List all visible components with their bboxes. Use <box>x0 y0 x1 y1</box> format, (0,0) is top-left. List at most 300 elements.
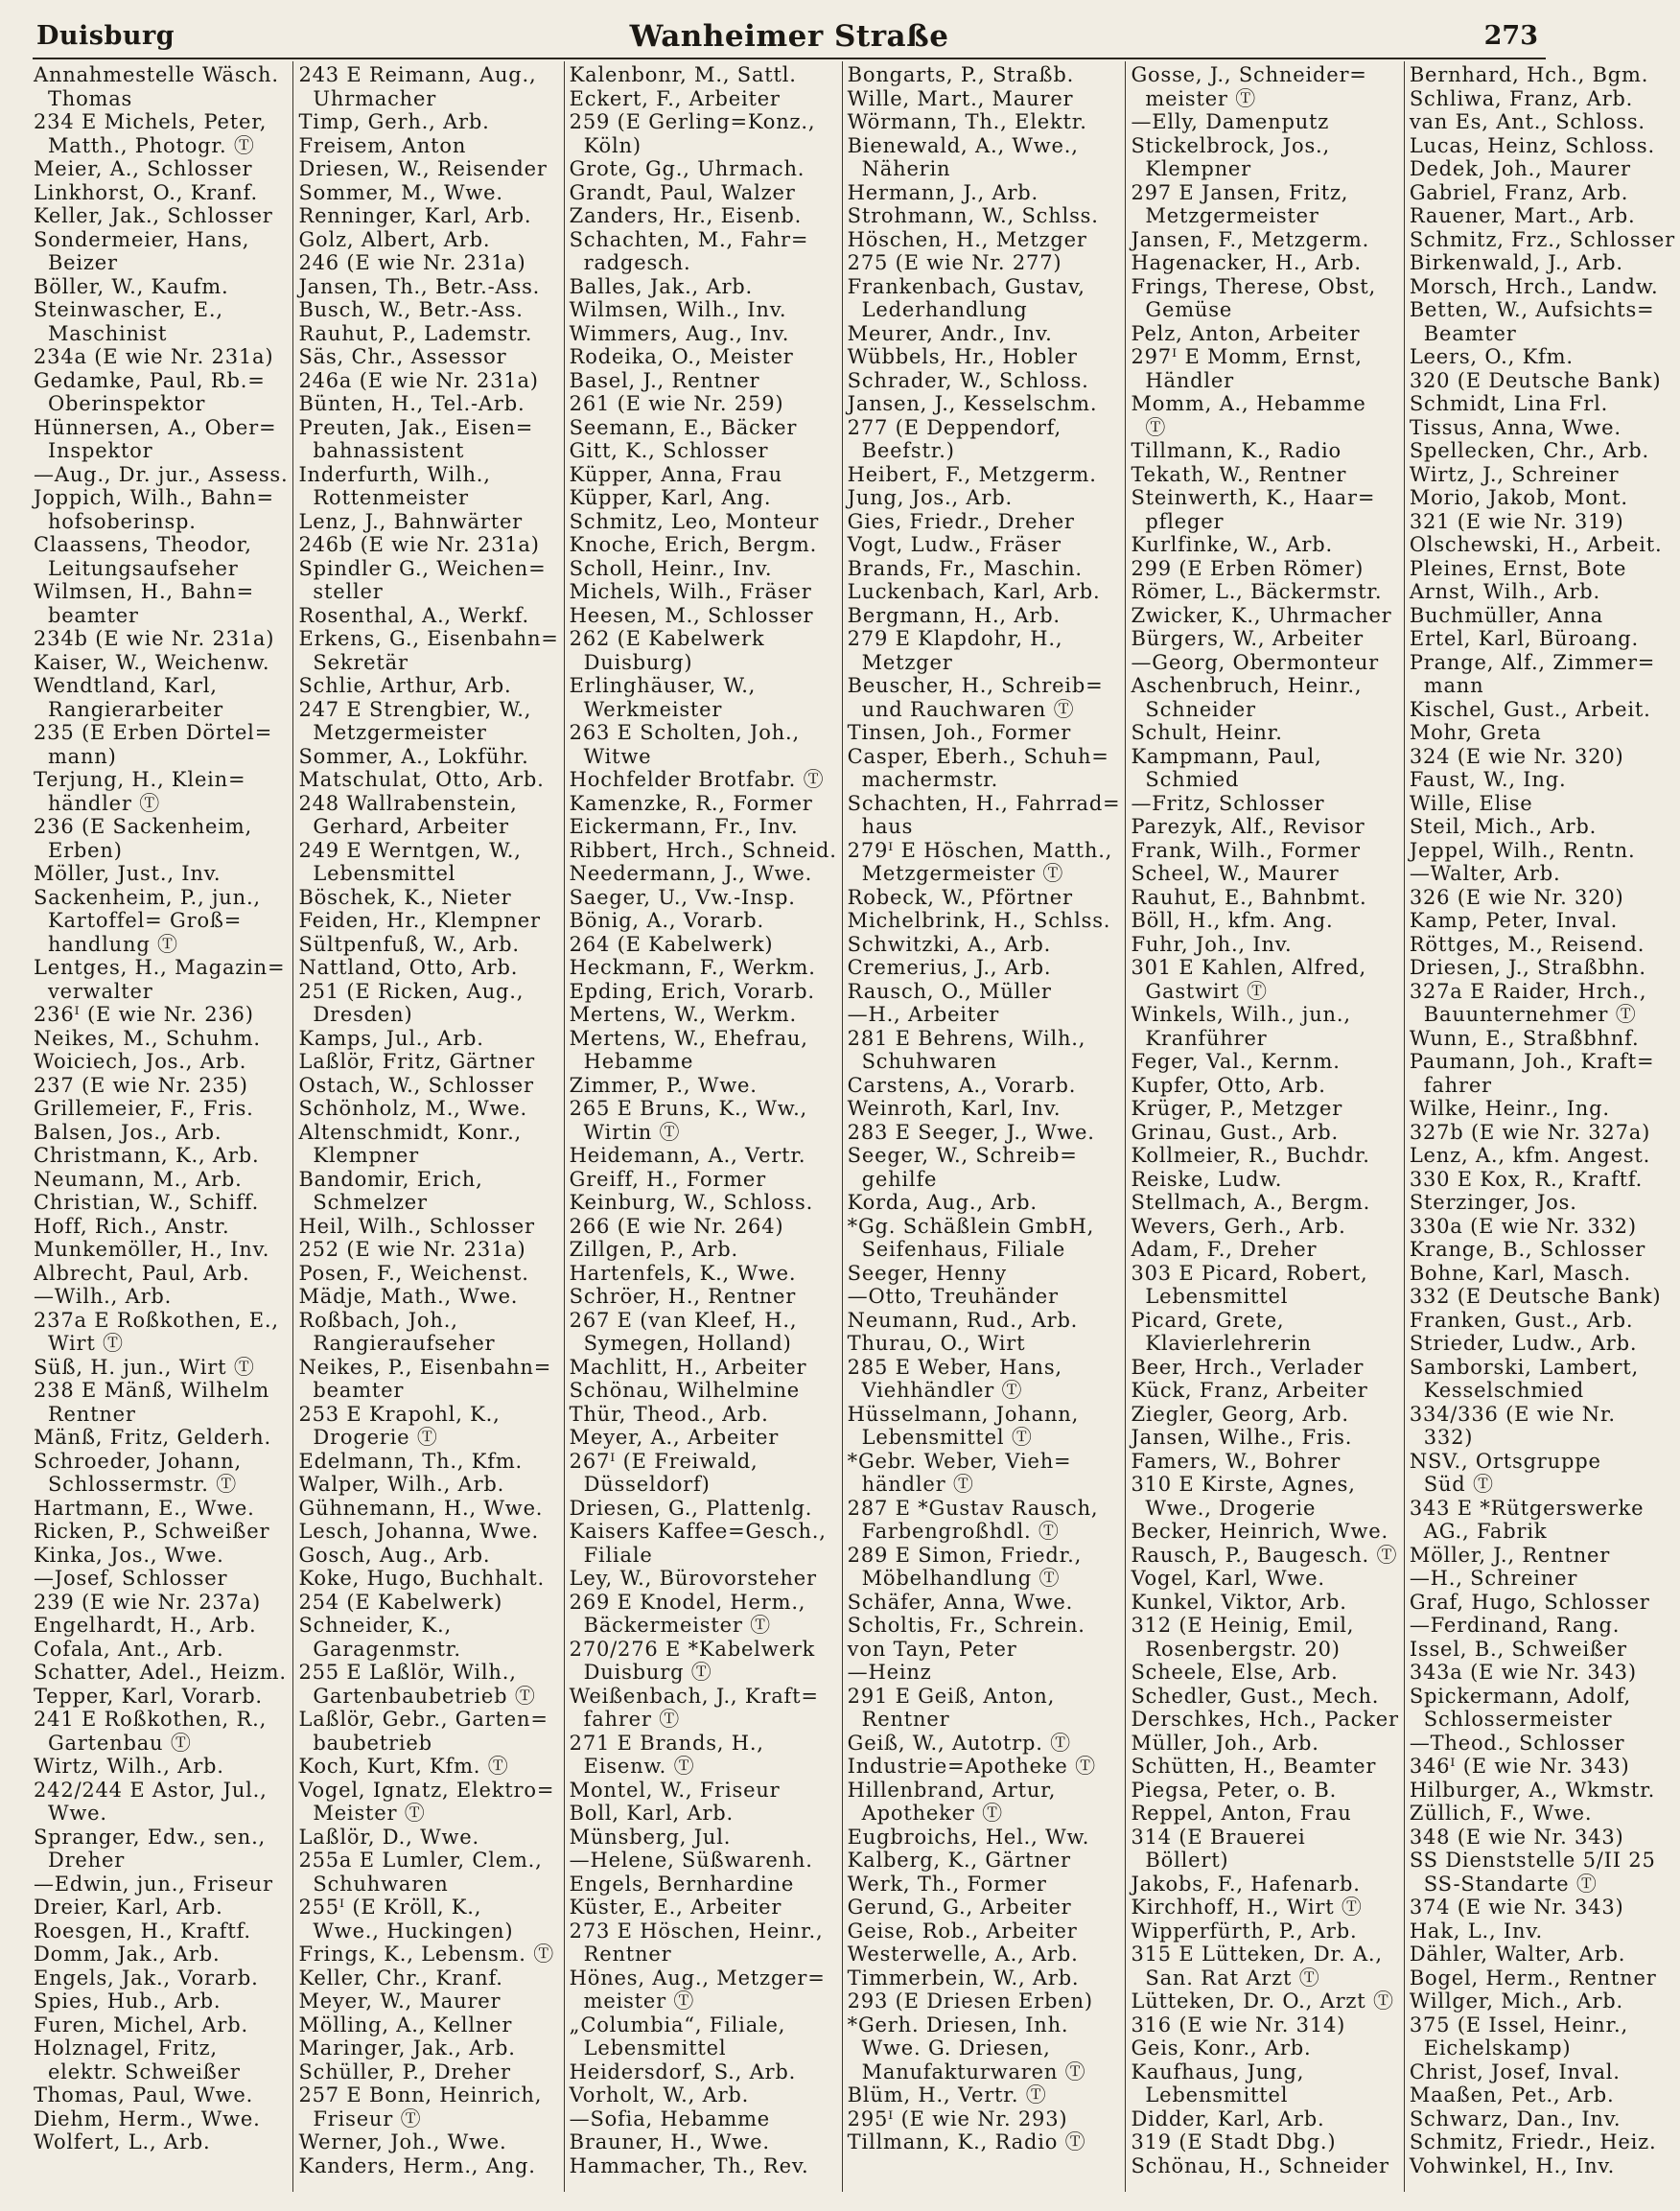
directory-entry: AG., Fabrik <box>1409 1520 1548 1543</box>
directory-entry: Saeger, U., Vw.-Insp. <box>569 885 796 909</box>
directory-entry: Cofala, Ant., Arb. <box>34 1637 224 1661</box>
directory-entry: 316 (E wie Nr. 314) <box>1131 2013 1346 2036</box>
directory-entry: Bohne, Karl, Masch. <box>1409 1261 1631 1285</box>
directory-entry: 246a (E wie Nr. 231a) <box>298 368 539 392</box>
directory-entry: Rentner <box>34 1402 136 1426</box>
directory-entry: Rottenmeister <box>298 486 469 509</box>
city-name: Duisburg <box>36 21 175 51</box>
directory-entry: Hagenacker, H., Arb. <box>1131 251 1362 274</box>
directory-entry: Kupfer, Otto, Arb. <box>1131 1073 1326 1097</box>
directory-entry: Olschewski, H., Arbeit. <box>1409 533 1663 556</box>
directory-entry: Graf, Hugo, Schlosser <box>1409 1590 1650 1614</box>
directory-entry: 301 E Kahlen, Alfred, <box>1131 956 1367 979</box>
directory-entry: Samborski, Lambert, <box>1409 1355 1639 1379</box>
directory-entry: Kück, Franz, Arbeiter <box>1131 1379 1368 1402</box>
directory-entry: Schüller, P., Dreher <box>298 2060 511 2083</box>
directory-entry: Albrecht, Paul, Arb. <box>34 1261 250 1285</box>
directory-entry: Wipperfürth, P., Arb. <box>1131 1919 1358 1943</box>
directory-entry: Zwicker, K., Uhrmacher <box>1131 603 1392 627</box>
directory-entry: Morsch, Hrch., Landw. <box>1409 274 1659 298</box>
directory-entry: Wendtland, Karl, <box>34 674 218 697</box>
directory-entry: Linkhorst, O., Kranf. <box>34 180 258 204</box>
directory-entry: van Es, Ant., Schloss. <box>1409 110 1645 133</box>
directory-entry: Rauhut, E., Bahnbmt. <box>1131 885 1367 909</box>
directory-entry: Morio, Jakob, Mont. <box>1409 486 1628 509</box>
directory-entry: Industrie=Apotheke Ⓣ <box>847 1755 1096 1778</box>
directory-entry: beamter <box>34 603 139 627</box>
directory-entry: Wwe., Huckingen) <box>298 1919 514 1943</box>
directory-entry: Wolfert, L., Arb. <box>34 2130 211 2153</box>
directory-entry: Wwe., Drogerie <box>1131 1496 1317 1520</box>
directory-entry: Hoff, Rich., Anstr. <box>34 1214 230 1238</box>
directory-entry: Kaiser, W., Weichenw. <box>34 650 270 674</box>
directory-entry: Frankenbach, Gustav, <box>847 274 1085 298</box>
directory-entry: Schlossermeister <box>1409 1708 1613 1731</box>
directory-entry: Famers, W., Bohrer <box>1131 1449 1342 1473</box>
directory-entry: Montel, W., Friseur <box>569 1778 781 1802</box>
directory-entry: Keinburg, W., Schloss. <box>569 1191 814 1214</box>
directory-entry: Hönes, Aug., Metzger= <box>569 1966 826 1990</box>
directory-entry: Frank, Wilh., Former <box>1131 838 1361 862</box>
directory-entry: Thomas <box>34 86 133 110</box>
directory-entry: 271 E Brands, H., <box>569 1731 764 1755</box>
directory-entry: 281 E Behrens, Wilh., <box>847 1026 1086 1050</box>
directory-entry: Dresden) <box>298 1003 413 1026</box>
directory-entry: Engels, Bernhardine <box>569 1872 795 1896</box>
directory-entry: SS Dienststelle 5/II 25 <box>1409 1849 1656 1872</box>
directory-entry: 253 E Krapohl, K., <box>298 1402 501 1426</box>
directory-entry: Timmerbein, W., Arb. <box>847 1966 1080 1990</box>
directory-entry: 283 E Seeger, J., Wwe. <box>847 1120 1095 1144</box>
directory-entry: 246 (E wie Nr. 231a) <box>298 251 526 274</box>
directory-entry: Balles, Jak., Arb. <box>569 274 754 298</box>
directory-entry: Drogerie Ⓣ <box>298 1426 438 1449</box>
directory-entry: Näherin <box>847 157 951 180</box>
directory-entry: Seemann, E., Bäcker <box>569 415 798 439</box>
directory-entry: Rentner <box>569 1943 672 1966</box>
directory-entry: Michelbrink, H., Schlss. <box>847 909 1111 932</box>
directory-entry: Metzgermeister <box>298 721 487 744</box>
directory-entry: 289 E Simon, Friedr., <box>847 1543 1083 1567</box>
directory-entry: Sommer, M., Wwe. <box>298 180 503 204</box>
directory-entry: Rausch, O., Müller <box>847 979 1052 1003</box>
directory-entry: —Edwin, jun., Friseur <box>34 1872 273 1896</box>
directory-entry: 254 (E Kabelwerk) <box>298 1590 503 1614</box>
directory-entry: Inderfurth, Wilh., <box>298 462 491 486</box>
directory-entry: Heckmann, F., Werkm. <box>569 956 816 979</box>
directory-entry: elektr. Schweißer <box>34 2060 241 2083</box>
directory-entry: 303 E Picard, Robert, <box>1131 1261 1368 1285</box>
directory-entry: gehilfe <box>847 1167 938 1191</box>
directory-entry: Gosch, Aug., Arb. <box>298 1543 491 1567</box>
directory-entry: Thür, Theod., Arb. <box>569 1402 769 1426</box>
directory-entry: Küpper, Karl, Ang. <box>569 486 772 509</box>
directory-entry: Woiciech, Jos., Arb. <box>34 1050 247 1073</box>
directory-entry: 270/276 E *Kabelwerk <box>569 1637 816 1661</box>
directory-entry: 330 E Kox, R., Kraftf. <box>1409 1167 1644 1191</box>
directory-entry: verwalter <box>34 979 153 1003</box>
directory-entry: Kurlfinke, W., Arb. <box>1131 533 1333 556</box>
directory-entry: *Gerh. Driesen, Inh. <box>847 2013 1069 2036</box>
directory-entry: Rentner <box>847 1708 950 1731</box>
directory-entry: Köln) <box>569 133 642 157</box>
directory-entry: Paumann, Joh., Kraft= <box>1409 1050 1655 1073</box>
directory-entry: —H., Schreiner <box>1409 1567 1578 1590</box>
directory-entry: Wilmsen, H., Bahn= <box>34 580 254 603</box>
directory-entry: —Elly, Damenputz <box>1131 110 1330 133</box>
directory-entry: Westerwelle, A., Arb. <box>847 1943 1079 1966</box>
directory-entry: Schuhwaren <box>847 1050 997 1073</box>
directory-entry: Gitt, K., Schlosser <box>569 439 769 462</box>
directory-entry: Kamenzke, R., Former <box>569 791 813 815</box>
directory-entry: Farbengroßhdl. Ⓣ <box>847 1520 1060 1543</box>
directory-entry: Geiß, W., Autotrp. Ⓣ <box>847 1731 1071 1755</box>
directory-entry: Kinka, Jos., Wwe. <box>34 1543 224 1567</box>
directory-entry: Garagenmstr. <box>298 1637 461 1661</box>
directory-entry: —Josef, Schlosser <box>34 1567 228 1590</box>
directory-entry: Laßlör, Fritz, Gärtner <box>298 1050 535 1073</box>
directory-entry: Neumann, M., Arb. <box>34 1167 243 1191</box>
directory-entry: und Rauchwaren Ⓣ <box>847 697 1075 721</box>
directory-entry: Parezyk, Alf., Revisor <box>1131 815 1365 838</box>
directory-entry: Schäfer, Anna, Wwe. <box>847 1590 1074 1614</box>
directory-entry: —Walter, Arb. <box>1409 862 1561 885</box>
directory-entry: Ribbert, Hrch., Schneid. <box>569 838 837 862</box>
directory-entry: Busch, W., Betr.-Ass. <box>298 298 524 321</box>
directory-entry: Engels, Jak., Vorarb. <box>34 1966 259 1990</box>
directory-entry: Seeger, W., Schreib= <box>847 1144 1078 1167</box>
directory-entry: Roesgen, H., Kraftf. <box>34 1919 251 1943</box>
directory-entry: meister Ⓣ <box>569 1990 695 2013</box>
directory-entry: Hartenfels, K., Wwe. <box>569 1261 797 1285</box>
directory-entry: Eisenw. Ⓣ <box>569 1755 695 1778</box>
directory-entry: Lenz, A., kfm. Angest. <box>1409 1144 1651 1167</box>
directory-entry: 343 E *Rütgerswerke <box>1409 1496 1645 1520</box>
directory-entry: Willger, Mich., Arb. <box>1409 1990 1623 2013</box>
directory-entry: Picard, Grete, <box>1131 1308 1285 1332</box>
directory-entry: Gastwirt Ⓣ <box>1131 979 1268 1003</box>
directory-entry: Bünten, H., Tel.-Arb. <box>298 392 525 415</box>
directory-entry: Bauunternehmer Ⓣ <box>1409 1003 1637 1026</box>
directory-entry: Kirchhoff, H., Wirt Ⓣ <box>1131 1896 1363 1919</box>
directory-entry: 234b (E wie Nr. 231a) <box>34 627 275 650</box>
directory-entry: Mädje, Math., Wwe. <box>298 1285 519 1308</box>
directory-entry: Derschkes, Hch., Packer <box>1131 1708 1399 1731</box>
directory-entry: Meyer, A., Arbeiter <box>569 1426 780 1449</box>
directory-entry: NSV., Ortsgruppe <box>1409 1449 1601 1473</box>
directory-entry: Tissus, Anna, Wwe. <box>1409 415 1622 439</box>
directory-entry: Spickermann, Adolf, <box>1409 1684 1632 1708</box>
directory-entry: Aschenbruch, Heinr., <box>1131 674 1363 697</box>
directory-entry: Möller, Just., Inv. <box>34 862 222 885</box>
directory-entry: Blüm, H., Vertr. Ⓣ <box>847 2083 1047 2106</box>
directory-entry: Thurau, O., Wirt <box>847 1332 1026 1355</box>
directory-entry: Lederhandlung <box>847 298 1028 321</box>
directory-entry: Rodeika, O., Meister <box>569 345 794 368</box>
directory-entry: Heil, Wilh., Schlosser <box>298 1214 535 1238</box>
directory-entry: 255ᴵ (E Kröll, K., <box>298 1896 482 1919</box>
directory-entry: Erkens, G., Eisenbahn= <box>298 627 559 650</box>
directory-entry: Dreier, Karl, Arb. <box>34 1896 223 1919</box>
directory-entry: Mertens, W., Werkm. <box>569 1003 797 1026</box>
directory-entry: Mertens, W., Ehefrau, <box>569 1026 808 1050</box>
directory-entry: pfleger <box>1131 509 1225 533</box>
directory-entry: Seifenhaus, Filiale <box>847 1238 1066 1261</box>
directory-entry: Heidersdorf, S., Arb. <box>569 2060 797 2083</box>
directory-entry: Krange, B., Schlosser <box>1409 1238 1646 1261</box>
directory-entry: 234a (E wie Nr. 231a) <box>34 345 274 368</box>
directory-entry: Holznagel, Fritz, <box>34 2036 218 2060</box>
directory-entry: Steil, Mich., Arb. <box>1409 815 1598 838</box>
directory-entry: 315 E Lütteken, Dr. A., <box>1131 1943 1383 1966</box>
directory-entry: Steinwerth, K., Haar= <box>1131 486 1376 509</box>
directory-entry: Hochfelder Brotfabr. Ⓣ <box>569 768 825 791</box>
directory-entry: Luckenbach, Karl, Arb. <box>847 580 1101 603</box>
directory-entry: Ⓣ <box>1131 415 1167 439</box>
directory-entry: Beizer <box>34 251 118 274</box>
directory-entry: Lebensmittel <box>298 862 456 885</box>
directory-entry: Strieder, Ludw., Arb. <box>1409 1332 1638 1355</box>
directory-entry: 314 (E Brauerei <box>1131 1825 1306 1849</box>
directory-entry: Kanders, Herm., Ang. <box>298 2153 536 2177</box>
directory-entry: Schachten, H., Fahrrad= <box>847 791 1121 815</box>
directory-entry: Machlitt, H., Arbeiter <box>569 1355 807 1379</box>
directory-entry: Eckert, F., Arbeiter <box>569 86 781 110</box>
directory-entry: Kamp, Peter, Inval. <box>1409 909 1619 932</box>
directory-entry: 312 (E Heinig, Emil, <box>1131 1614 1355 1637</box>
directory-entry: Schmitz, Leo, Monteur <box>569 509 820 533</box>
directory-entry: Lütteken, Dr. O., Arzt Ⓣ <box>1131 1990 1394 2013</box>
page-number: 273 <box>1483 21 1538 51</box>
directory-entry: Manufakturwaren Ⓣ <box>847 2060 1086 2083</box>
directory-entry: Golz, Albert, Arb. <box>298 227 491 251</box>
directory-entry: 237 (E wie Nr. 235) <box>34 1073 248 1097</box>
directory-entry: Edelmann, Th., Kfm. <box>298 1449 524 1473</box>
directory-entry: Römer, L., Bäckermstr. <box>1131 580 1383 603</box>
directory-entry: 251 (E Ricken, Aug., <box>298 979 525 1003</box>
directory-entry: hofsoberinsp. <box>34 509 197 533</box>
directory-entry: Heibert, F., Metzgerm. <box>847 462 1097 486</box>
directory-entry: Robeck, W., Pförtner <box>847 885 1073 909</box>
directory-entry: Prange, Alf., Zimmer= <box>1409 650 1656 674</box>
directory-entry: Driesen, W., Reisender <box>298 157 548 180</box>
directory-entry: Krüger, P., Metzger <box>1131 1097 1343 1120</box>
directory-entry: Klavierlehrerin <box>1131 1332 1312 1355</box>
directory-entry: Stickelbrock, Jos., <box>1131 133 1330 157</box>
directory-entry: Pleines, Ernst, Bote <box>1409 556 1627 580</box>
directory-entry: Hünnersen, A., Ober= <box>34 415 277 439</box>
directory-entry: Engelhardt, H., Arb. <box>34 1614 257 1637</box>
directory-entry: Ertel, Karl, Bürоang. <box>1409 627 1640 650</box>
directory-entry: Christmann, K., Arb. <box>34 1144 260 1167</box>
directory-entry: Nattland, Otto, Arb. <box>298 956 519 979</box>
directory-entry: Reppel, Anton, Frau <box>1131 1802 1352 1825</box>
directory-entry: Wübbels, Hr., Hobler <box>847 345 1078 368</box>
street-title: Wanheimer Straße <box>629 19 949 54</box>
directory-entry: Jung, Jos., Arb. <box>847 486 1013 509</box>
directory-entry: Schönholz, M., Wwe. <box>298 1097 527 1120</box>
directory-entry: Kaufhaus, Jung, <box>1131 2060 1305 2083</box>
directory-entry: händler Ⓣ <box>847 1473 974 1496</box>
directory-entry: 236ᴵ (E wie Nr. 236) <box>34 1003 254 1026</box>
directory-entry: 279ᴵ E Höschen, Matth., <box>847 838 1113 862</box>
directory-entry: Wille, Mart., Maurer <box>847 86 1074 110</box>
directory-entry: 259 (E Gerling=Konz., <box>569 110 816 133</box>
directory-entry: „Columbia“, Filiale, <box>569 2013 786 2036</box>
directory-entry: Sommer, A., Lokführ. <box>298 744 529 768</box>
directory-entry: Claassens, Theodor, <box>34 533 252 556</box>
directory-entry: Kollmeier, R., Buchdr. <box>1131 1144 1370 1167</box>
directory-entry: Metzgermeister <box>1131 204 1319 227</box>
directory-entry: fahrer Ⓣ <box>569 1708 681 1731</box>
directory-entry: *Gebr. Weber, Vieh= <box>847 1449 1072 1473</box>
directory-entry: Bönig, A., Vorarb. <box>569 909 764 932</box>
directory-entry: mann <box>1409 674 1484 697</box>
directory-entry: Didder, Karl, Arb. <box>1131 2106 1325 2130</box>
directory-entry: Buchmüller, Anna <box>1409 603 1603 627</box>
directory-entry: Koke, Hugo, Buchhalt. <box>298 1567 545 1590</box>
directory-entry: Scholtis, Fr., Schrein. <box>847 1614 1085 1637</box>
directory-entry: Schlossermstr. Ⓣ <box>34 1473 238 1496</box>
directory-entry: Spindler G., Weichen= <box>298 556 547 580</box>
directory-entry: Sterzinger, Jos. <box>1409 1191 1577 1214</box>
directory-entry: 237a E Roßkothen, E., <box>34 1308 279 1332</box>
directory-entry: Tinsen, Joh., Former <box>847 721 1072 744</box>
directory-entry: Altenschmidt, Konr., <box>298 1120 523 1144</box>
directory-entry: Bernhard, Hch., Bgm. <box>1409 63 1649 86</box>
directory-entry: Meier, A., Schlosser <box>34 157 253 180</box>
directory-entry: Lenz, J., Bahnwärter <box>298 509 524 533</box>
directory-entry: 238 E Mänß, Wilhelm <box>34 1379 270 1402</box>
directory-entry: baubetrieb <box>298 1731 432 1755</box>
directory-entry: Lesch, Johanna, Wwe. <box>298 1520 539 1543</box>
directory-entry: Ricken, P., Schweißer <box>34 1520 270 1543</box>
directory-entry: Münsberg, Jul. <box>569 1825 732 1849</box>
directory-entry: Kartoffel= Groß= <box>34 909 243 932</box>
directory-entry: machermstr. <box>847 768 999 791</box>
directory-entry: Annahmestelle Wäsch. <box>34 63 279 86</box>
directory-entry: Keller, Jak., Schlosser <box>34 204 273 227</box>
directory-entry: Küpper, Anna, Frau <box>569 462 782 486</box>
directory-entry: —Georg, Obermonteur <box>1131 650 1379 674</box>
directory-entry: Scholl, Heinr., Inv. <box>569 556 773 580</box>
directory-entry: 247 E Strengbier, W., <box>298 697 532 721</box>
directory-entry: 267ᴵ (E Freiwald, <box>569 1449 758 1473</box>
directory-entry: Schmidt, Lina Frl. <box>1409 392 1609 415</box>
directory-entry: Hebamme <box>569 1050 694 1073</box>
directory-entry: Ley, W., Bürovorsteher <box>569 1567 817 1590</box>
directory-entry: Wilke, Heinr., Ing. <box>1409 1097 1610 1120</box>
directory-entry: —Sofia, Hebamme <box>569 2106 771 2130</box>
directory-entry: radgesch. <box>569 251 691 274</box>
directory-entry: Spellecken, Chr., Arb. <box>1409 439 1649 462</box>
directory-entry: Filiale <box>569 1543 653 1567</box>
directory-entry: Schmelzer <box>298 1191 428 1214</box>
directory-entry: Faust, W., Ing. <box>1409 768 1567 791</box>
directory-entry: Wirtz, Wilh., Arb. <box>34 1755 224 1778</box>
directory-entry: Mänß, Fritz, Gelderh. <box>34 1426 271 1449</box>
directory-entry: 241 E Roßkothen, R., <box>34 1708 268 1731</box>
directory-entry: Mohr, Greta <box>1409 721 1542 744</box>
directory-entry: 330a (E wie Nr. 332) <box>1409 1214 1637 1238</box>
directory-entry: Rauener, Mart., Arb. <box>1409 204 1636 227</box>
directory-entry: Gemüse <box>1131 298 1233 321</box>
directory-entry: Grinau, Gust., Arb. <box>1131 1120 1339 1144</box>
directory-entry: Vogel, Karl, Wwe. <box>1131 1567 1325 1590</box>
directory-entry: Säs, Chr., Assessor <box>298 345 507 368</box>
directory-entry: Kesselschmied <box>1409 1379 1584 1402</box>
directory-entry: Ziegler, Georg, Arb. <box>1131 1402 1349 1426</box>
directory-entry: Böschek, K., Nieter <box>298 885 512 909</box>
directory-entry: 269 E Knodel, Herm., <box>569 1590 806 1614</box>
directory-entry: Boll, Karl, Arb. <box>569 1802 734 1825</box>
directory-entry: 242/244 E Astor, Jul., <box>34 1778 268 1802</box>
directory-entry: Spranger, Edw., sen., <box>34 1825 267 1849</box>
directory-entry: Schrader, W., Schloss. <box>847 368 1089 392</box>
directory-entry: Balsen, Jos., Arb. <box>34 1120 222 1144</box>
directory-entry: Süß, H. jun., Wirt Ⓣ <box>34 1355 255 1379</box>
directory-entry: Schneider, K., <box>298 1614 452 1637</box>
directory-entry: Becker, Heinrich, Wwe. <box>1131 1520 1388 1543</box>
directory-entry: Küster, E., Arbeiter <box>569 1896 782 1919</box>
directory-entry: Korda, Aug., Arb. <box>847 1191 1038 1214</box>
directory-entry: Gartenbau Ⓣ <box>34 1731 192 1755</box>
page-header <box>33 13 1546 59</box>
directory-entry: 319 (E Stadt Dbg.) <box>1131 2130 1337 2153</box>
directory-entry: 324 (E wie Nr. 320) <box>1409 744 1624 768</box>
directory-entry: Needermann, J., Wwe. <box>569 862 813 885</box>
directory-entry: 291 E Geiß, Anton, <box>847 1684 1056 1708</box>
directory-entry: Metzger <box>847 650 953 674</box>
directory-entry: Rangieraufseher <box>298 1332 496 1355</box>
directory-entry: Maschinist <box>34 321 168 345</box>
directory-entry: Müller, Joh., Arb. <box>1131 1731 1319 1755</box>
directory-entry: 348 (E wie Nr. 343) <box>1409 1825 1624 1849</box>
directory-entry: Rosenthal, A., Werkf. <box>298 603 529 627</box>
directory-entry: Christ, Josef, Inval. <box>1409 2060 1621 2083</box>
directory-entry: Metzgermeister Ⓣ <box>847 862 1064 885</box>
directory-entry: Heidemann, A., Vertr. <box>569 1144 806 1167</box>
directory-entry: Tepper, Karl, Vorarb. <box>34 1684 263 1708</box>
directory-entry: Bürgers, W., Arbeiter <box>1131 627 1364 650</box>
directory-entry: Dedek, Joh., Maurer <box>1409 157 1631 180</box>
directory-entry: 234 E Michels, Peter, <box>34 110 268 133</box>
directory-entry: Steinwascher, E., <box>34 298 223 321</box>
directory-entry: Zillgen, P., Arb. <box>569 1238 738 1261</box>
directory-entry: Jansen, J., Kesselschm. <box>847 392 1098 415</box>
directory-entry: 374 (E wie Nr. 343) <box>1409 1896 1624 1919</box>
directory-entry: Wevers, Gerh., Arb. <box>1131 1214 1346 1238</box>
directory-entry: Apotheker Ⓣ <box>847 1802 1003 1825</box>
directory-entry: —Ferdinand, Rang. <box>1409 1614 1621 1637</box>
column-4 <box>843 61 1127 2192</box>
directory-entry: Timp, Gerh., Arb. <box>298 110 490 133</box>
directory-entry: Vogt, Ludw., Fräser <box>847 533 1062 556</box>
column-2 <box>293 61 564 2192</box>
directory-entry: Bäckermeister Ⓣ <box>569 1614 771 1637</box>
directory-entry: Schedler, Gust., Mech. <box>1131 1684 1380 1708</box>
directory-entry: Stellmach, A., Bergm. <box>1131 1191 1371 1214</box>
directory-entry: Driesen, G., Plattenlg. <box>569 1496 813 1520</box>
directory-entry: Preuten, Jak., Eisen= <box>298 415 534 439</box>
directory-entry: 261 (E wie Nr. 259) <box>569 392 784 415</box>
directory-entry: —H., Arbeiter <box>847 1003 1000 1026</box>
directory-entry: Dähler, Walter, Arb. <box>1409 1943 1626 1966</box>
directory-entry: Schlie, Arthur, Arb. <box>298 674 512 697</box>
directory-entry: Lebensmittel <box>1131 1285 1289 1308</box>
directory-entry: SS-Standarte Ⓣ <box>1409 1872 1598 1896</box>
directory-entry: Böller, W., Kaufm. <box>34 274 229 298</box>
